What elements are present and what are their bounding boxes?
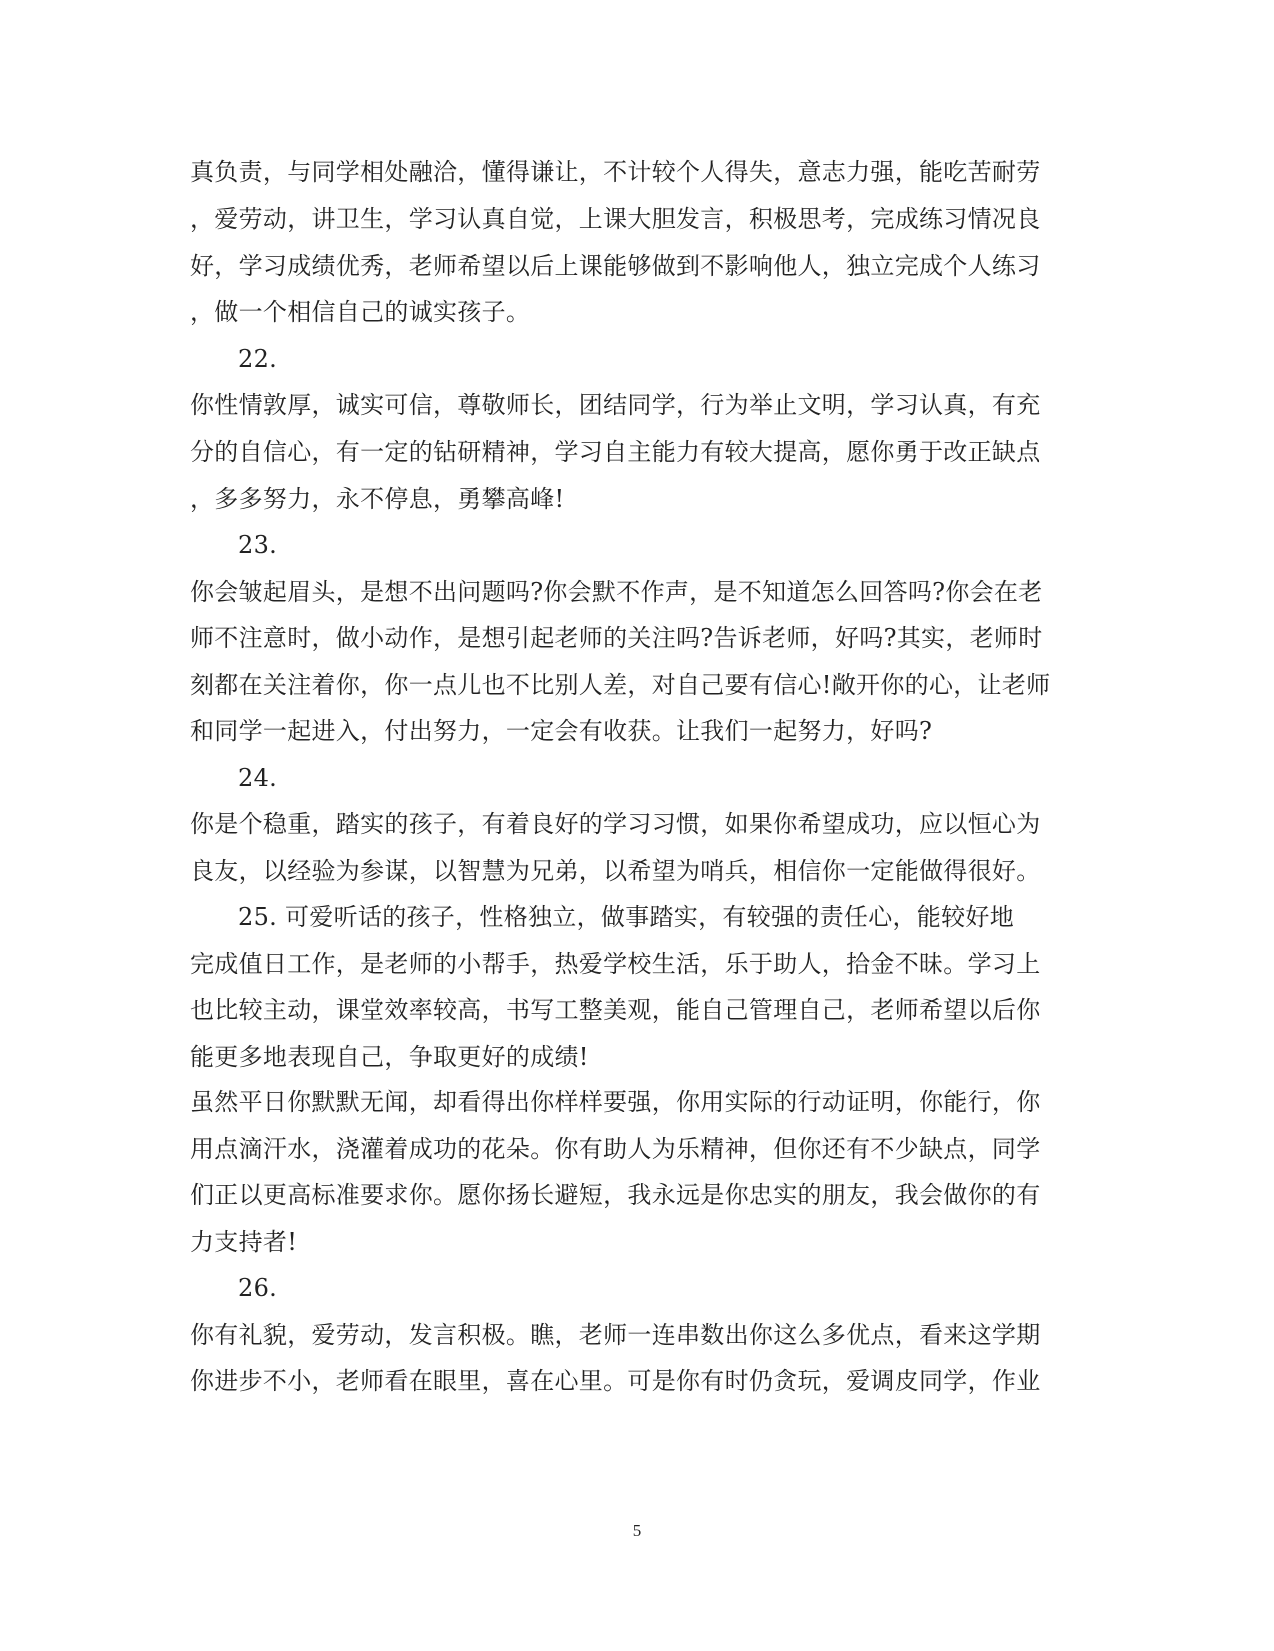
page-number: 5 [632,1521,642,1540]
text-line: 真负责，与同学相处融洽，懂得谦让，不计较个人得失，意志力强，能吃苦耐劳 [190,158,1041,186]
item-number: 24. [238,764,278,792]
text-line: 用点滴汗水，浇灌着成功的花朵。你有助人为乐精神，但你还有不少缺点，同学 [190,1135,1041,1163]
text-line: 也比较主动，课堂效率较高，书写工整美观，能自己管理自己，老师希望以后你 [190,996,1041,1024]
text-line: 25. 可爱听话的孩子，性格独立，做事踏实，有较强的责任心，能较好地 [238,903,1014,931]
text-line: 你有礼貌，爱劳动，发言积极。瞧，老师一连串数出你这么多优点，看来这学期 [190,1321,1041,1349]
item-number: 22. [238,345,278,373]
text-line: 们正以更高标准要求你。愿你扬长避短，我永远是你忠实的朋友，我会做你的有 [190,1181,1041,1209]
item-number: 26. [238,1274,278,1302]
text-line: 好，学习成绩优秀，老师希望以后上课能够做到不影响他人，独立完成个人练习 [190,252,1041,280]
text-line: 完成值日工作，是老师的小帮手，热爱学校生活，乐于助人，拾金不昧。学习上 [190,950,1041,978]
text-line: ，多多努力，永不停息，勇攀高峰! [190,485,565,513]
text-line: 力支持者! [190,1228,298,1256]
text-line: 和同学一起进入，付出努力，一定会有收获。让我们一起努力，好吗? [190,717,933,745]
text-line: 分的自信心，有一定的钻研精神，学习自主能力有较大提高，愿你勇于改正缺点 [190,438,1041,466]
text-line: ，爱劳动，讲卫生，学习认真自觉，上课大胆发言，积极思考，完成练习情况良 [190,205,1041,233]
text-line: 良友，以经验为参谋，以智慧为兄弟，以希望为哨兵，相信你一定能做得很好。 [190,857,1041,885]
text-line: 你会皱起眉头，是想不出问题吗?你会默不作声，是不知道怎么回答吗?你会在老 [190,578,1043,606]
item-number: 23. [238,531,278,559]
text-line: 刻都在关注着你，你一点儿也不比别人差，对自己要有信心!敞开你的心，让老师 [190,671,1051,699]
text-line: 你进步不小，老师看在眼里，喜在心里。可是你有时仍贪玩，爱调皮同学，作业 [190,1367,1041,1395]
text-line: 能更多地表现自己，争取更好的成绩! [190,1043,589,1071]
text-line: ，做一个相信自己的诚实孩子。 [190,298,531,326]
text-line: 虽然平日你默默无闻，却看得出你样样要强，你用实际的行动证明，你能行，你 [190,1088,1041,1116]
text-line: 你性情敦厚，诚实可信，尊敬师长，团结同学，行为举止文明，学习认真，有充 [190,391,1041,419]
text-line: 你是个稳重，踏实的孩子，有着良好的学习习惯，如果你希望成功，应以恒心为 [190,810,1041,838]
text-line: 师不注意时，做小动作，是想引起老师的关注吗?告诉老师，好吗?其实，老师时 [190,624,1043,652]
